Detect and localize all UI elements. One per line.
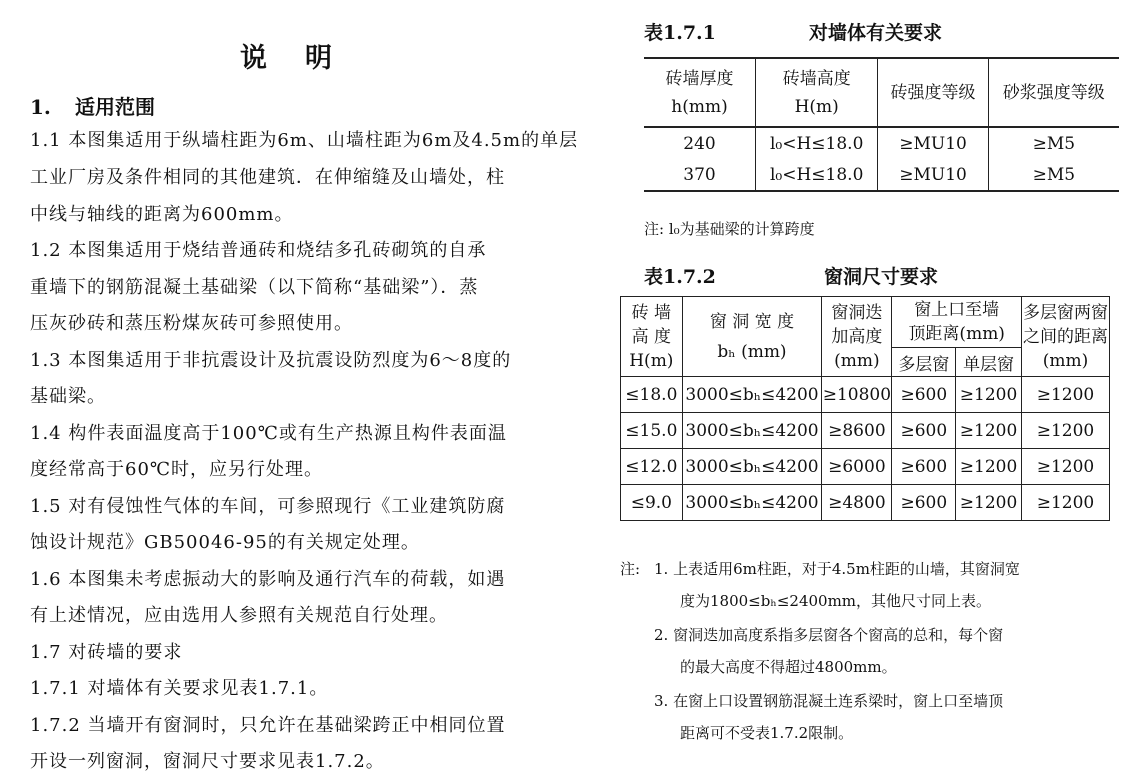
section-heading xyxy=(30,91,155,120)
header-cell: 多层窗两窗 之间的距离 (mm) xyxy=(1021,297,1109,377)
table-cell: ≤18.0 xyxy=(621,377,683,413)
table-row xyxy=(644,159,1119,191)
table2-title xyxy=(644,262,939,289)
table-cell: ≥1200 xyxy=(956,413,1022,449)
table-cell: ≥600 xyxy=(892,485,956,521)
table-cell: ≥8600 xyxy=(822,413,892,449)
table-cell: 3000≤bₕ≤4200 xyxy=(682,485,822,521)
table-cell: ≥600 xyxy=(892,449,956,485)
table-cell: l₀<H≤18.0 xyxy=(755,127,877,159)
header-cell: 单层窗 xyxy=(956,348,1022,377)
table-header-row xyxy=(644,58,1119,127)
note-line: 2. 窗洞迭加高度系指多层窗各个窗高的总和，每个窗 xyxy=(654,626,1004,644)
header-cell: 多层窗 xyxy=(892,348,956,377)
table-wall-requirements xyxy=(644,57,1119,192)
table-row xyxy=(644,127,1119,159)
table1-caption: 对墙体有关要求 xyxy=(809,22,943,44)
table1-title xyxy=(644,18,943,45)
paragraph-line: 度经常高于60℃时，应另行处理。 xyxy=(30,459,324,480)
table-cell: ≥600 xyxy=(892,413,956,449)
header-cell: 砖墙高度 H(m) xyxy=(755,58,877,127)
table-header-row xyxy=(621,297,1110,348)
table1-label: 表1.7.1 xyxy=(644,22,716,44)
paragraph-line: 中线与轴线的距离为600mm。 xyxy=(30,204,294,225)
paragraph-line: 压灰砂砖和蒸压粉煤灰砖可参照使用。 xyxy=(30,313,353,334)
notes-prefix: 注: xyxy=(620,560,641,578)
table-cell: ≥4800 xyxy=(822,485,892,521)
section-title: 适用范围 xyxy=(75,95,155,119)
table-cell: 3000≤bₕ≤4200 xyxy=(682,449,822,485)
table1-note: 注: l₀为基础梁的计算跨度 xyxy=(644,220,815,238)
paragraph-line: 1.6 本图集未考虑振动大的影响及通行汽车的荷载，如遇 xyxy=(30,569,506,590)
table-cell: ≥1200 xyxy=(1021,485,1109,521)
table-cell: ≥1200 xyxy=(956,485,1022,521)
note-line: 3. 在窗上口设置钢筋混凝土连系梁时，窗上口至墙顶 xyxy=(654,692,1004,710)
table-cell: 240 xyxy=(644,127,755,159)
paragraph-line: 有上述情况，应由选用人参照有关规范自行处理。 xyxy=(30,605,448,626)
note-line: 1. 上表适用6m柱距，对于4.5m柱距的山墙，其窗洞宽 xyxy=(654,560,1020,578)
table-cell: ≤15.0 xyxy=(621,413,683,449)
paragraph-line: 1.7.1 对墙体有关要求见表1.7.1。 xyxy=(30,678,329,699)
header-cell: 砖 墙 高 度 H(m) xyxy=(621,297,683,377)
table-window-requirements xyxy=(620,296,1110,521)
table-cell: ≤12.0 xyxy=(621,449,683,485)
table-cell: ≥10800 xyxy=(822,377,892,413)
table-cell: ≤9.0 xyxy=(621,485,683,521)
note-line: 距离可不受表1.7.2限制。 xyxy=(680,724,854,742)
table-row xyxy=(621,449,1110,485)
table-cell: 370 xyxy=(644,159,755,191)
paragraph-line: 工业厂房及条件相同的其他建筑．在伸缩缝及山墙处，柱 xyxy=(30,167,505,188)
paragraph-line: 1.1 本图集适用于纵墙柱距为6m、山墙柱距为6m及4.5m的单层 xyxy=(30,130,579,151)
paragraph-line: 基础梁。 xyxy=(30,386,106,407)
paragraph-line: 蚀设计规范》GB50046-95的有关规定处理。 xyxy=(30,532,420,553)
paragraph-line: 1.2 本图集适用于烧结普通砖和烧结多孔砖砌筑的自承 xyxy=(30,240,487,261)
paragraph-line: 1.4 构件表面温度高于100℃或有生产热源且构件表面温 xyxy=(30,423,507,444)
table-cell: ≥1200 xyxy=(956,449,1022,485)
table-cell: ≥MU10 xyxy=(878,127,988,159)
table-cell: ≥600 xyxy=(892,377,956,413)
paragraph-line: 开设一列窗洞，窗洞尺寸要求见表1.7.2。 xyxy=(30,751,385,772)
paragraph-line: 1.7.2 当墙开有窗洞时，只允许在基础梁跨正中相同位置 xyxy=(30,715,506,736)
table-row xyxy=(621,413,1110,449)
table-cell: l₀<H≤18.0 xyxy=(755,159,877,191)
table-cell: ≥MU10 xyxy=(878,159,988,191)
table-cell: ≥M5 xyxy=(988,159,1119,191)
paragraph-line: 1.5 对有侵蚀性气体的车间，可参照现行《工业建筑防腐 xyxy=(30,496,506,517)
paragraph-line: 1.7 对砖墙的要求 xyxy=(30,642,183,663)
header-cell: 砖墙厚度 h(mm) xyxy=(644,58,755,127)
table2-caption: 窗洞尺寸要求 xyxy=(824,266,939,288)
header-cell: 窗 洞 宽 度 bₕ (mm) xyxy=(682,297,822,377)
header-cell: 窗上口至墙 顶距离(mm) xyxy=(892,297,1021,348)
header-cell: 砂浆强度等级 xyxy=(988,58,1119,127)
header-cell: 窗洞迭 加高度 (mm) xyxy=(822,297,892,377)
table-cell: ≥1200 xyxy=(1021,413,1109,449)
table2-label: 表1.7.2 xyxy=(644,266,716,288)
table-cell: 3000≤bₕ≤4200 xyxy=(682,413,822,449)
note-line: 的最大高度不得超过4800mm。 xyxy=(680,658,897,676)
table-cell: ≥1200 xyxy=(1021,377,1109,413)
table-cell: ≥6000 xyxy=(822,449,892,485)
note-line: 度为1800≤bₕ≤2400mm，其他尺寸同上表。 xyxy=(680,592,992,610)
page-title: 说明 xyxy=(240,43,370,74)
table-cell: ≥1200 xyxy=(956,377,1022,413)
table-row xyxy=(621,377,1110,413)
section-number: 1. xyxy=(30,95,51,119)
table-cell: 3000≤bₕ≤4200 xyxy=(682,377,822,413)
table-cell: ≥M5 xyxy=(988,127,1119,159)
paragraph-line: 重墙下的钢筋混凝土基础梁（以下简称“基础梁”）．蒸 xyxy=(30,277,479,298)
table-cell: ≥1200 xyxy=(1021,449,1109,485)
table-row xyxy=(621,485,1110,521)
paragraph-line: 1.3 本图集适用于非抗震设计及抗震设防烈度为6～8度的 xyxy=(30,350,512,371)
header-cell: 砖强度等级 xyxy=(878,58,988,127)
